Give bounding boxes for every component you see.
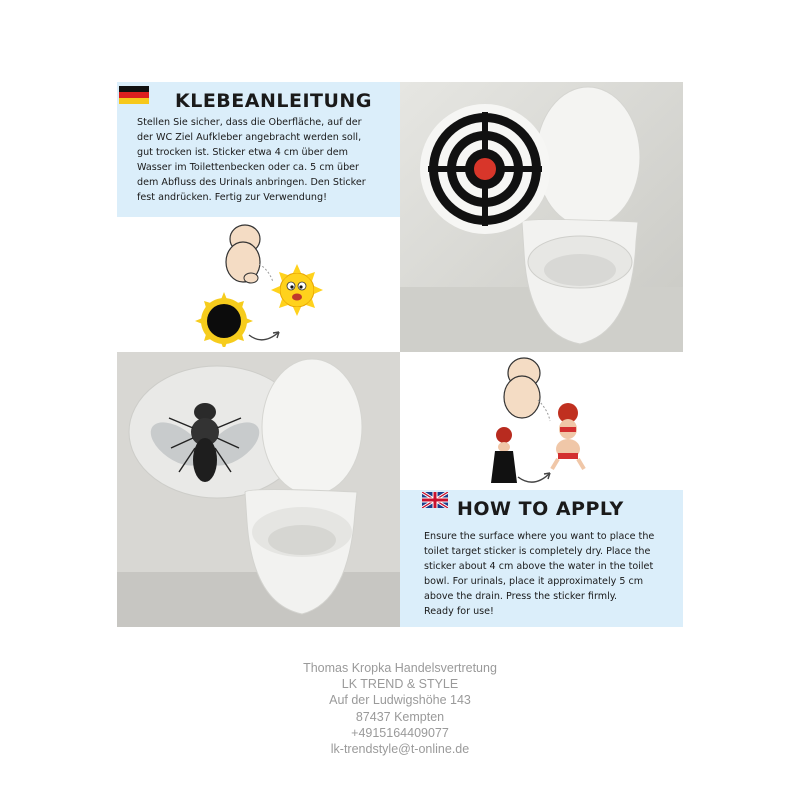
- fly-sticker-photo: [117, 352, 400, 627]
- english-line: sticker about 4 cm above the water in the toilet: [424, 561, 654, 572]
- woman-red-bikini-icon: [552, 403, 584, 469]
- english-line: Ensure the surface where you want to place the: [424, 531, 655, 542]
- english-line: toilet target sticker is completely dry. Place the: [424, 546, 651, 557]
- black-sun-icon: [195, 292, 253, 347]
- german-line: Stellen Sie sicher, dass die Oberfläche, auf der: [137, 117, 362, 128]
- company-footer: [0, 660, 800, 757]
- german-title: KLEBEANLEITUNG: [175, 90, 372, 112]
- english-title: HOW TO APPLY: [457, 498, 624, 520]
- happy-sun-icon: [271, 264, 323, 316]
- peeing-baby-icon: [504, 358, 550, 421]
- german-line: Wasser im Toilettenbecken oder ca. 5 cm über: [137, 162, 360, 173]
- german-line: gut trocken ist. Sticker etwa 4 cm über dem: [137, 147, 348, 158]
- target-sticker-photo: [400, 82, 683, 352]
- peeing-baby-icon: [226, 225, 273, 283]
- uk-flag-icon: [422, 492, 448, 508]
- german-line: fest andrücken. Fertig zur Verwendung!: [137, 192, 327, 203]
- toilet-fly-illustration: [117, 352, 400, 627]
- german-line: der WC Ziel Aufkleber angebracht werden soll,: [137, 132, 362, 143]
- english-instructions-panel: [400, 352, 683, 627]
- postal-city: 87437 Kempten: [355, 709, 445, 724]
- company-name: Thomas Kropka Handelsvertretung: [303, 661, 497, 675]
- germany-flag-icon: [119, 86, 149, 104]
- english-instruction-text: [424, 529, 674, 619]
- german-line: dem Abfluss des Urinals anbringen. Den Sticker: [137, 177, 366, 188]
- toilet-target-illustration: [400, 82, 683, 352]
- target-icon: [420, 104, 550, 234]
- english-line: above the drain. Press the sticker firmly.: [424, 591, 618, 602]
- woman-black-dress-icon: [491, 427, 517, 483]
- phone-number: +4915164409077: [351, 725, 449, 740]
- email-address: lk-trendstyle@t-online.de: [330, 742, 470, 757]
- cartoon-illustration-2: [490, 355, 630, 490]
- english-line: Ready for use!: [424, 606, 494, 617]
- german-instruction-text: [137, 115, 389, 205]
- street-address: Auf der Ludwigshöhe 143: [329, 693, 471, 708]
- cartoon-illustration: [187, 222, 337, 347]
- brand-name: LK TREND & STYLE: [341, 677, 459, 692]
- german-instructions-panel: [117, 82, 400, 352]
- english-line: bowl. For urinals, place it approximately 5 cm: [424, 576, 644, 587]
